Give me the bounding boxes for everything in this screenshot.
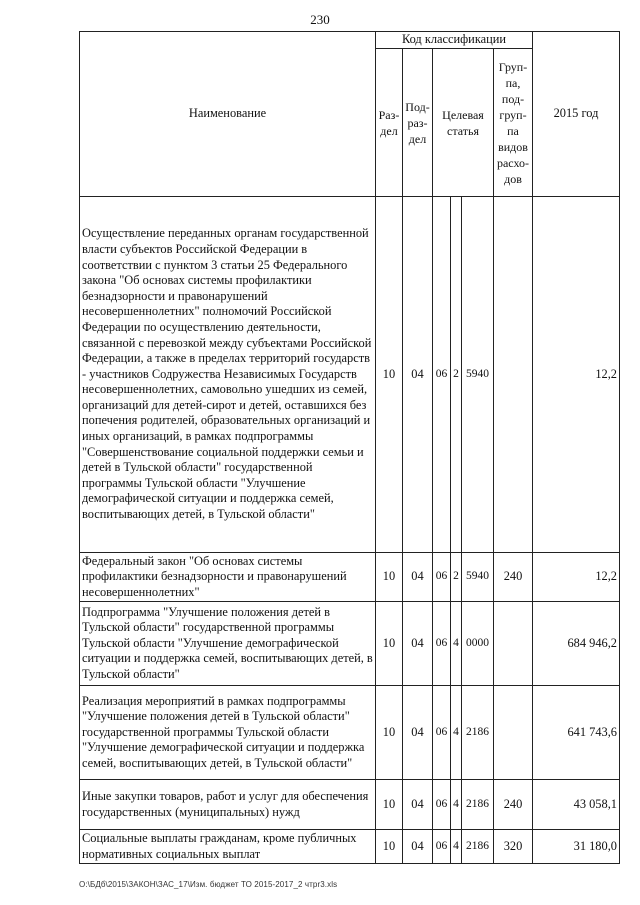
header-target-article: Целевая статья [433,49,494,197]
table-row [80,602,620,686]
row-target-subprogram: 4 [451,602,462,686]
file-path-footer: O:\БДб\2015\ЗАКОН\ЗАС_17\Изм. бюджет ТО 2015-2017_2 чтpr3.xls [79,880,338,889]
row-subsection: 04 [403,830,433,864]
row-target-direction: 0000 [462,602,494,686]
row-expense-type: 240 [494,553,533,602]
row-target-program: 06 [433,780,451,830]
row-name: Федеральный закон "Об основах системы профилактики безнадзорности и правонарушений несовершеннолетних" [80,553,376,602]
row-name: Подпрограмма "Улучшение положения детей в Тульской области" государственной программы Тульской области "Улучшение демографической ситуации и поддержка семей, воспитывающих детей, в Тульской области" [80,602,376,686]
table-row [80,686,620,780]
row-amount: 12,2 [533,197,620,553]
row-target-direction: 2186 [462,830,494,864]
row-name: Осуществление переданных органам государственной власти субъектов Российской Федерации в соответствии с пунктом 3 статьи 25 Федерального закона "Об основах системы профилактики безнадзорности и правонарушений несовершеннолетних" полномочий Российской Федерации по осуществлению деятельности, связанной с перевозкой между субъектами Российской Федерации, а также в пределах территорий государств - участников Содружества Независимых Государств несовершеннолетних, самовольно ушедших из семей, организаций для детей-сирот и детей, оставшихся без попечения родителей, образовательных организаций и иных организаций, в рамках подпрограммы "Совершенствование социальной поддержки семьи и детей в Тульской области" государственной программы Тульской области "Улучшение демографической ситуации и поддержка семей, воспитывающих детей, в Тульской области" [80,197,376,553]
row-subsection: 04 [403,602,433,686]
header-name: Наименование [80,32,376,197]
table-row [80,197,620,553]
row-target-direction: 5940 [462,197,494,553]
row-amount: 684 946,2 [533,602,620,686]
row-subsection: 04 [403,553,433,602]
row-subsection: 04 [403,686,433,780]
row-expense-type: 320 [494,830,533,864]
row-section: 10 [376,686,403,780]
row-subsection: 04 [403,780,433,830]
row-section: 10 [376,197,403,553]
row-expense-type: 240 [494,780,533,830]
row-target-subprogram: 4 [451,686,462,780]
row-name: Реализация мероприятий в рамках подпрограммы "Улучшение положения детей в Тульской области" государственной программы Тульской области "Улучшение демографической ситуации и поддержка семей, воспитывающих детей, в Тульской области" [80,686,376,780]
row-target-subprogram: 2 [451,553,462,602]
header-year: 2015 год [533,32,620,197]
row-expense-type [494,197,533,553]
row-target-program: 06 [433,830,451,864]
row-name: Социальные выплаты гражданам, кроме публичных нормативных социальных выплат [80,830,376,864]
row-name: Иные закупки товаров, работ и услуг для обеспечения государственных (муниципальных) нужд [80,780,376,830]
row-target-subprogram: 4 [451,780,462,830]
row-section: 10 [376,780,403,830]
row-target-subprogram: 2 [451,197,462,553]
row-section: 10 [376,602,403,686]
row-section: 10 [376,830,403,864]
row-amount: 12,2 [533,553,620,602]
table-row [80,553,620,602]
row-target-subprogram: 4 [451,830,462,864]
row-target-direction: 2186 [462,780,494,830]
header-subsection: Под- раз- дел [403,49,433,197]
row-target-program: 06 [433,602,451,686]
row-target-program: 06 [433,197,451,553]
row-amount: 43 058,1 [533,780,620,830]
table-row [80,830,620,864]
budget-table [79,31,620,864]
row-target-direction: 2186 [462,686,494,780]
row-amount: 31 180,0 [533,830,620,864]
row-target-program: 06 [433,686,451,780]
row-amount: 641 743,6 [533,686,620,780]
row-expense-type [494,686,533,780]
table-row [80,780,620,830]
row-target-program: 06 [433,553,451,602]
header-code-group: Код классификации [376,32,533,49]
header-expense-type: Груп- па, под- груп- па видов расхо- дов [494,49,533,197]
header-section: Раз- дел [376,49,403,197]
row-section: 10 [376,553,403,602]
row-subsection: 04 [403,197,433,553]
page-number: 230 [310,12,330,27]
row-target-direction: 5940 [462,553,494,602]
row-expense-type [494,602,533,686]
